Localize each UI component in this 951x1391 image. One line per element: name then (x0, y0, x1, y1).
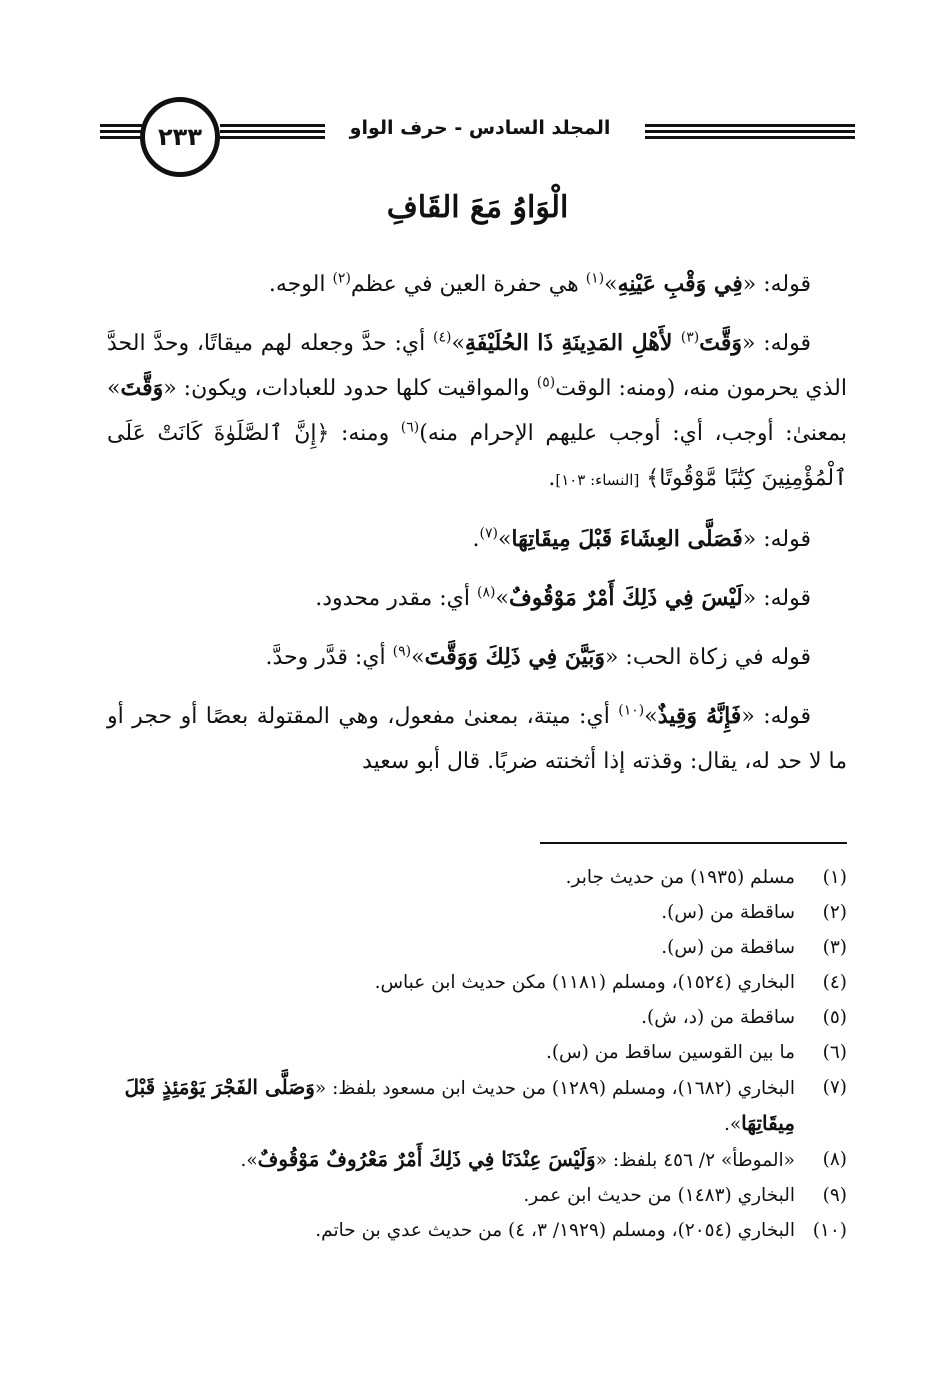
footnote-ref: (٩) (392, 643, 412, 660)
hadith-quote: فَإِنَّهُ وَقِيذٌ (657, 703, 742, 729)
footnote-text: ساقطة من (د، ش). (641, 1007, 795, 1028)
text-run: ﴾ (639, 466, 660, 491)
text-run: قوله: « (742, 272, 811, 297)
text-run: ومنه: ﴿ (316, 421, 401, 446)
hadith-quote: لأَهْلِ المَدِينَةِ ذَا الحُلَيْفَةِ (464, 330, 681, 356)
footnote-text: ساقطة من (س). (661, 902, 795, 923)
footnote-number: (٢) (822, 902, 847, 923)
text-run: » (451, 331, 465, 356)
footnote-number: (٩) (822, 1185, 847, 1206)
footnote-number: (١٠) (812, 1220, 847, 1241)
paragraph (107, 517, 847, 562)
footnote-number: (٥) (822, 1007, 847, 1028)
footnote-text: مسلم (١٩٣٥) من حديث جابر. (565, 867, 795, 888)
footnote-ref: (٨) (477, 584, 496, 601)
paragraph (107, 321, 847, 503)
text-run: أي: قدَّر وحدَّ. (265, 645, 393, 670)
footnote-number: (٨) (822, 1149, 847, 1170)
quran-verse: إِنَّ ٱلصَّلَوٰةَ كَانَتْ عَلَى ٱلْمُؤْمِنِينَ كِتَٰبًا مَّوْقُوتًا (107, 421, 847, 491)
footnote-text: البخاري (١٤٨٣) من حديث ابن عمر. (523, 1185, 795, 1206)
text-run: البخاري (١٦٨٢)، ومسلم (١٢٨٩) من حديث ابن مسعود بلفظ: « (314, 1078, 795, 1099)
text-run: الوجه. (268, 272, 333, 297)
text-run: » (644, 704, 658, 729)
footnote-ref: (٧) (479, 525, 498, 542)
text-run: قوله: « (742, 586, 811, 611)
footnote-number: (٤) (822, 972, 847, 993)
text-run: . (548, 466, 556, 491)
hadith-quote: وَبَيَّنَ فِي ذَلِكَ وَوَقَّتَ (424, 644, 605, 670)
text-run: أي: حدَّ وجعله لهم ميقاتًا، وحدَّ الحدَّ الذي يحرمون منه، (ومنه: الوقت (107, 331, 848, 401)
paragraph (107, 635, 847, 680)
page-number: ٢٣٣ (140, 97, 220, 177)
chapter-title: الْوَاوُ مَعَ القَافِ (386, 190, 569, 225)
header-title: المجلد السادس - حرف الواو (349, 117, 611, 139)
footnote-number: (١) (822, 867, 847, 888)
text-run: قوله: « (741, 704, 812, 729)
header-rule-left (100, 124, 142, 138)
hadith-quote: وَصَلَّى الفَجْرَ يَوْمَئِذٍ قَبْلَ مِيقَاتِهَا (124, 1075, 795, 1135)
footnote-text: ساقطة من (س). (661, 937, 795, 958)
footnote-number: (٣) (822, 937, 847, 958)
hadith-quote: وَقَّتَ (699, 330, 743, 356)
running-header (100, 95, 855, 170)
footnote-text: البخاري (١٥٢٤)، ومسلم (١١٨١) مكن حديث ابن عباس. (374, 972, 795, 993)
text-run: أي: ميتة، بمعنىٰ مفعول، وهي المقتولة بعصًا أو حجر أو ما لا حد له، يقال: وقذته إذا أثخنته ضربًا. قال أبو سعيد (107, 704, 847, 774)
hadith-quote: وَقَّتَ (120, 375, 164, 401)
text-run: . (472, 527, 480, 552)
hadith-quote: فَصَلَّى العِشَاءَ قَبْلَ مِيقَاتِهَا (511, 526, 743, 552)
verse-reference: [النساء: ١٠٣] (555, 471, 640, 489)
footnote-ref: (٤) (433, 329, 452, 346)
text-run: والمواقيت كلها حدود للعبادات، ويكون: « (163, 376, 537, 401)
footnote-ref: (٢) (332, 270, 351, 287)
text-run: » (495, 586, 509, 611)
text-run: ». (240, 1150, 258, 1171)
text-run: » (604, 272, 618, 297)
footnote-ref: (٣) (680, 329, 700, 346)
text-run: «الموطأ» ٢/ ٤٥٦ بلفظ: « (595, 1150, 795, 1171)
text-run: أي: مقدر محدود. (315, 586, 478, 611)
text-run: قوله: « (742, 331, 812, 356)
footnote (107, 860, 847, 895)
footnote (107, 895, 847, 930)
footnote-text: البخاري (٢٠٥٤)، ومسلم (١٩٢٩/ ٣، ٤) من حديث عدي بن حاتم. (315, 1220, 795, 1241)
footnote (107, 1213, 847, 1248)
footnote-ref: (٥) (536, 374, 556, 391)
footnote-text (107, 1070, 795, 1142)
text-run: قوله: « (742, 527, 811, 552)
text-run: » (411, 645, 425, 670)
hadith-quote: وَلَيْسَ عِنْدَنَا فِي ذَلِكَ أَمْرٌ مَعْرُوفٌ مَوْقُوفٌ (257, 1147, 596, 1171)
footnotes (107, 860, 847, 1248)
footnote (107, 930, 847, 965)
footnote (107, 1178, 847, 1213)
footnote (107, 1000, 847, 1035)
hadith-quote: فِي وَقْبِ عَيْنِهِ (617, 271, 743, 297)
paragraph (107, 262, 847, 307)
hadith-quote: لَيْسَ فِي ذَلِكَ أَمْرٌ مَوْقُوفٌ (508, 585, 743, 611)
footnote (107, 965, 847, 1000)
footnote-ref: (١) (585, 270, 605, 287)
main-text (107, 262, 847, 798)
paragraph (107, 576, 847, 621)
text-run: » (497, 527, 512, 552)
footnote (107, 1035, 847, 1070)
footnote-separator (540, 842, 847, 844)
footnote (107, 1070, 847, 1142)
paragraph (107, 694, 847, 784)
header-rule-middle (220, 124, 325, 138)
text-run: قوله في زكاة الحب: « (604, 645, 811, 670)
footnote-ref: (٦) (400, 419, 420, 436)
header-rule-right (645, 124, 855, 138)
text-run: ». (723, 1114, 742, 1135)
text-run: هي حفرة العين في عظم (350, 272, 586, 297)
footnote (107, 1142, 847, 1178)
footnote-number: (٦) (822, 1042, 847, 1063)
footnote-text: ما بين القوسين ساقط من (س). (545, 1042, 795, 1063)
footnote-ref: (١٠) (618, 702, 645, 719)
text-run: » بمعنىٰ: أوجب، أي: أوجب عليهم الإحرام منه) (107, 376, 847, 446)
footnote-text (107, 1142, 795, 1178)
footnote-number: (٧) (822, 1077, 847, 1098)
